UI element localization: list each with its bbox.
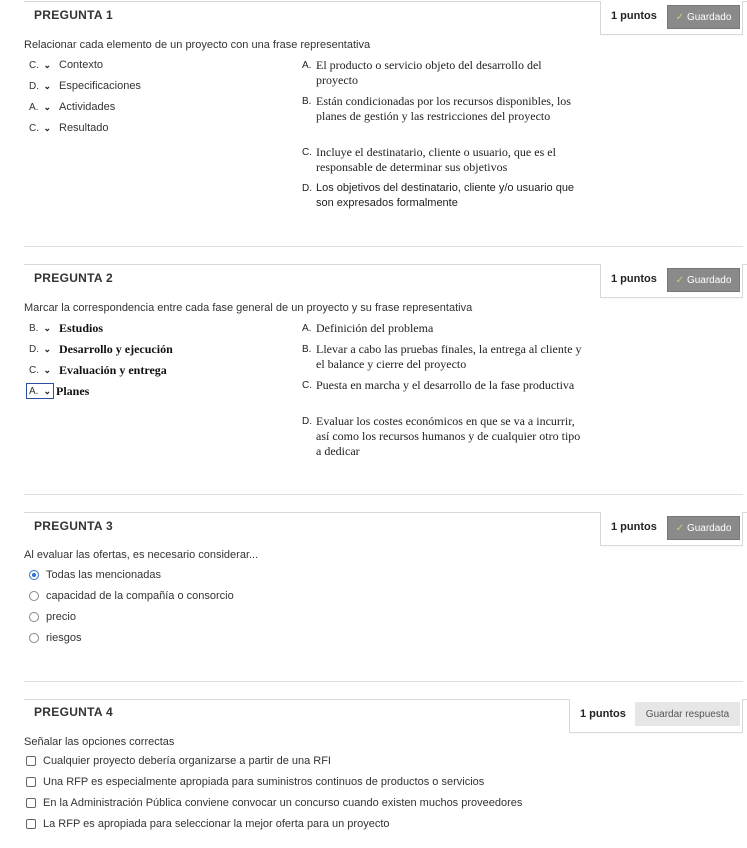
answer-select[interactable] [26,57,54,73]
match-item-label: Actividades [59,101,116,113]
answer-select[interactable] [26,383,54,399]
radio-option[interactable] [29,590,234,602]
saved-status-button[interactable] [667,5,740,29]
saved-status-label: Guardado [686,11,732,23]
radio-label: capacidad de la compañía o consorcio [46,590,234,602]
answer-select[interactable] [26,320,54,336]
chevron-down-icon: ⌄ [43,101,51,112]
match-item [26,383,89,399]
radio-option[interactable] [29,611,76,623]
checkbox-label: Una RFP es especialmente apropiada para suministros continuos de productos o servicios [43,776,485,788]
radio-label: Todas las mencionadas [46,569,161,581]
answer-letter: C. [302,380,312,391]
checkbox-label: Cualquier proyecto debería organizarse a partir de una RFI [43,755,331,767]
checkbox-option[interactable] [26,818,390,830]
question-prompt: Marcar la correspondencia entre cada fase general de un proyecto y su frase representativa [24,302,473,314]
question-prompt: Al evaluar las ofertas, es necesario considerar... [24,549,259,561]
select-value: A. [29,101,39,113]
answer-text: Definición del problema [316,321,434,335]
answer-option [302,378,582,393]
question-prompt: Señalar las opciones correctas [24,736,175,748]
match-item-label: Resultado [59,122,109,134]
checkbox[interactable] [26,756,36,766]
chevron-down-icon: ⌄ [43,322,51,333]
select-value: C. [29,364,39,376]
question-title: PREGUNTA 2 [34,271,114,285]
answer-letter: B. [302,344,312,355]
checkbox[interactable] [26,798,36,808]
question-title: PREGUNTA 1 [34,8,114,22]
points-label: 1 puntos [611,273,657,285]
answer-select[interactable] [26,120,54,136]
answer-letter: D. [302,183,312,194]
answer-text: Puesta en marcha y el desarrollo de la fase productiva [316,378,575,392]
checkbox-option[interactable] [26,797,522,809]
saved-status-button[interactable] [667,268,740,292]
divider [24,681,743,682]
answer-text: Incluye el destinatario, cliente o usuario, que es el responsable de determinar sus objetivos [316,145,556,174]
select-value: A. [29,385,39,397]
checkbox-label: La RFP es apropiada para seleccionar la mejor oferta para un proyecto [43,818,390,830]
match-item [26,99,115,115]
save-answer-button[interactable]: Guardar respuesta [635,702,740,726]
match-item [26,362,167,378]
saved-status-label: Guardado [686,274,732,286]
radio-label: riesgos [46,632,82,644]
match-item [26,57,103,73]
points-box [600,1,743,35]
question-title: PREGUNTA 3 [34,519,114,533]
answer-letter: C. [302,147,312,158]
points-label: 1 puntos [611,10,657,22]
points-label: 1 puntos [611,521,657,533]
points-label: 1 puntos [580,708,626,720]
saved-status-button[interactable] [667,516,740,540]
answer-select[interactable] [26,78,54,94]
match-item-label: Desarrollo y ejecución [59,341,173,356]
answer-letter: A. [302,60,312,71]
checkbox-option[interactable] [26,755,331,767]
chevron-down-icon: ⌄ [43,343,51,354]
check-icon: ✓ [675,11,684,23]
check-icon: ✓ [675,274,684,286]
answer-select[interactable] [26,99,54,115]
answer-option [302,321,582,336]
answer-text: Los objetivos del destinatario, cliente y/o usuario que son expresados formalmente [316,182,575,209]
radio-option[interactable] [29,569,161,581]
match-item [26,320,103,336]
match-item-label: Contexto [59,59,104,71]
select-value: B. [29,322,39,334]
saved-status-label: Guardado [686,522,732,534]
checkbox-label: En la Administración Pública conviene convocar un concurso cuando existen muchos proveedores [43,797,523,809]
select-value: C. [29,122,39,134]
checkbox[interactable] [26,777,36,787]
answer-text: Evaluar los costes económicos en que se va a incurrir, así como los recursos humanos y de cualquier otro tipo a dedicar [316,414,581,458]
radio-button[interactable] [29,591,39,601]
question-title: PREGUNTA 4 [34,705,114,719]
chevron-down-icon: ⌄ [43,80,51,91]
answer-text: Llevar a cabo las pruebas finales, la entrega al cliente y el balance y cierre del proyecto [316,342,582,371]
select-value: D. [29,80,39,92]
checkbox-option[interactable] [26,776,484,788]
points-box [569,699,743,733]
answer-option [302,58,582,88]
radio-button[interactable] [29,612,39,622]
answer-text: El producto o servicio objeto del desarrollo del proyecto [316,58,542,87]
select-value: C. [29,59,39,71]
match-item [26,120,109,136]
answer-option [302,145,582,175]
radio-label: precio [46,611,76,623]
points-box [600,264,743,298]
answer-text: Están condicionadas por los recursos disponibles, los planes de gestión y las restricciones del proyecto [316,94,571,123]
answer-select[interactable] [26,341,54,357]
chevron-down-icon: ⌄ [43,59,51,70]
radio-button[interactable] [29,570,39,580]
radio-option[interactable] [29,632,81,644]
points-box [600,512,743,546]
radio-button[interactable] [29,633,39,643]
chevron-down-icon: ⌄ [43,122,51,133]
chevron-down-icon: ⌄ [43,385,51,396]
answer-option [302,94,582,124]
divider [24,494,743,495]
match-item-label: Planes [56,383,90,398]
match-item [26,78,141,94]
answer-letter: D. [302,416,312,427]
select-value: D. [29,343,39,355]
match-item [26,341,173,357]
question-prompt: Relacionar cada elemento de un proyecto con una frase representativa [24,39,371,51]
match-item-label: Especificaciones [59,80,141,92]
answer-letter: B. [302,96,312,107]
chevron-down-icon: ⌄ [43,364,51,375]
answer-option [302,342,582,372]
answer-option [302,181,582,211]
answer-option [302,414,582,459]
checkbox[interactable] [26,819,36,829]
match-item-label: Evaluación y entrega [59,362,167,377]
check-icon: ✓ [675,522,684,534]
answer-select[interactable] [26,362,54,378]
match-item-label: Estudios [59,320,104,335]
answer-letter: A. [302,323,312,334]
divider [24,246,743,247]
